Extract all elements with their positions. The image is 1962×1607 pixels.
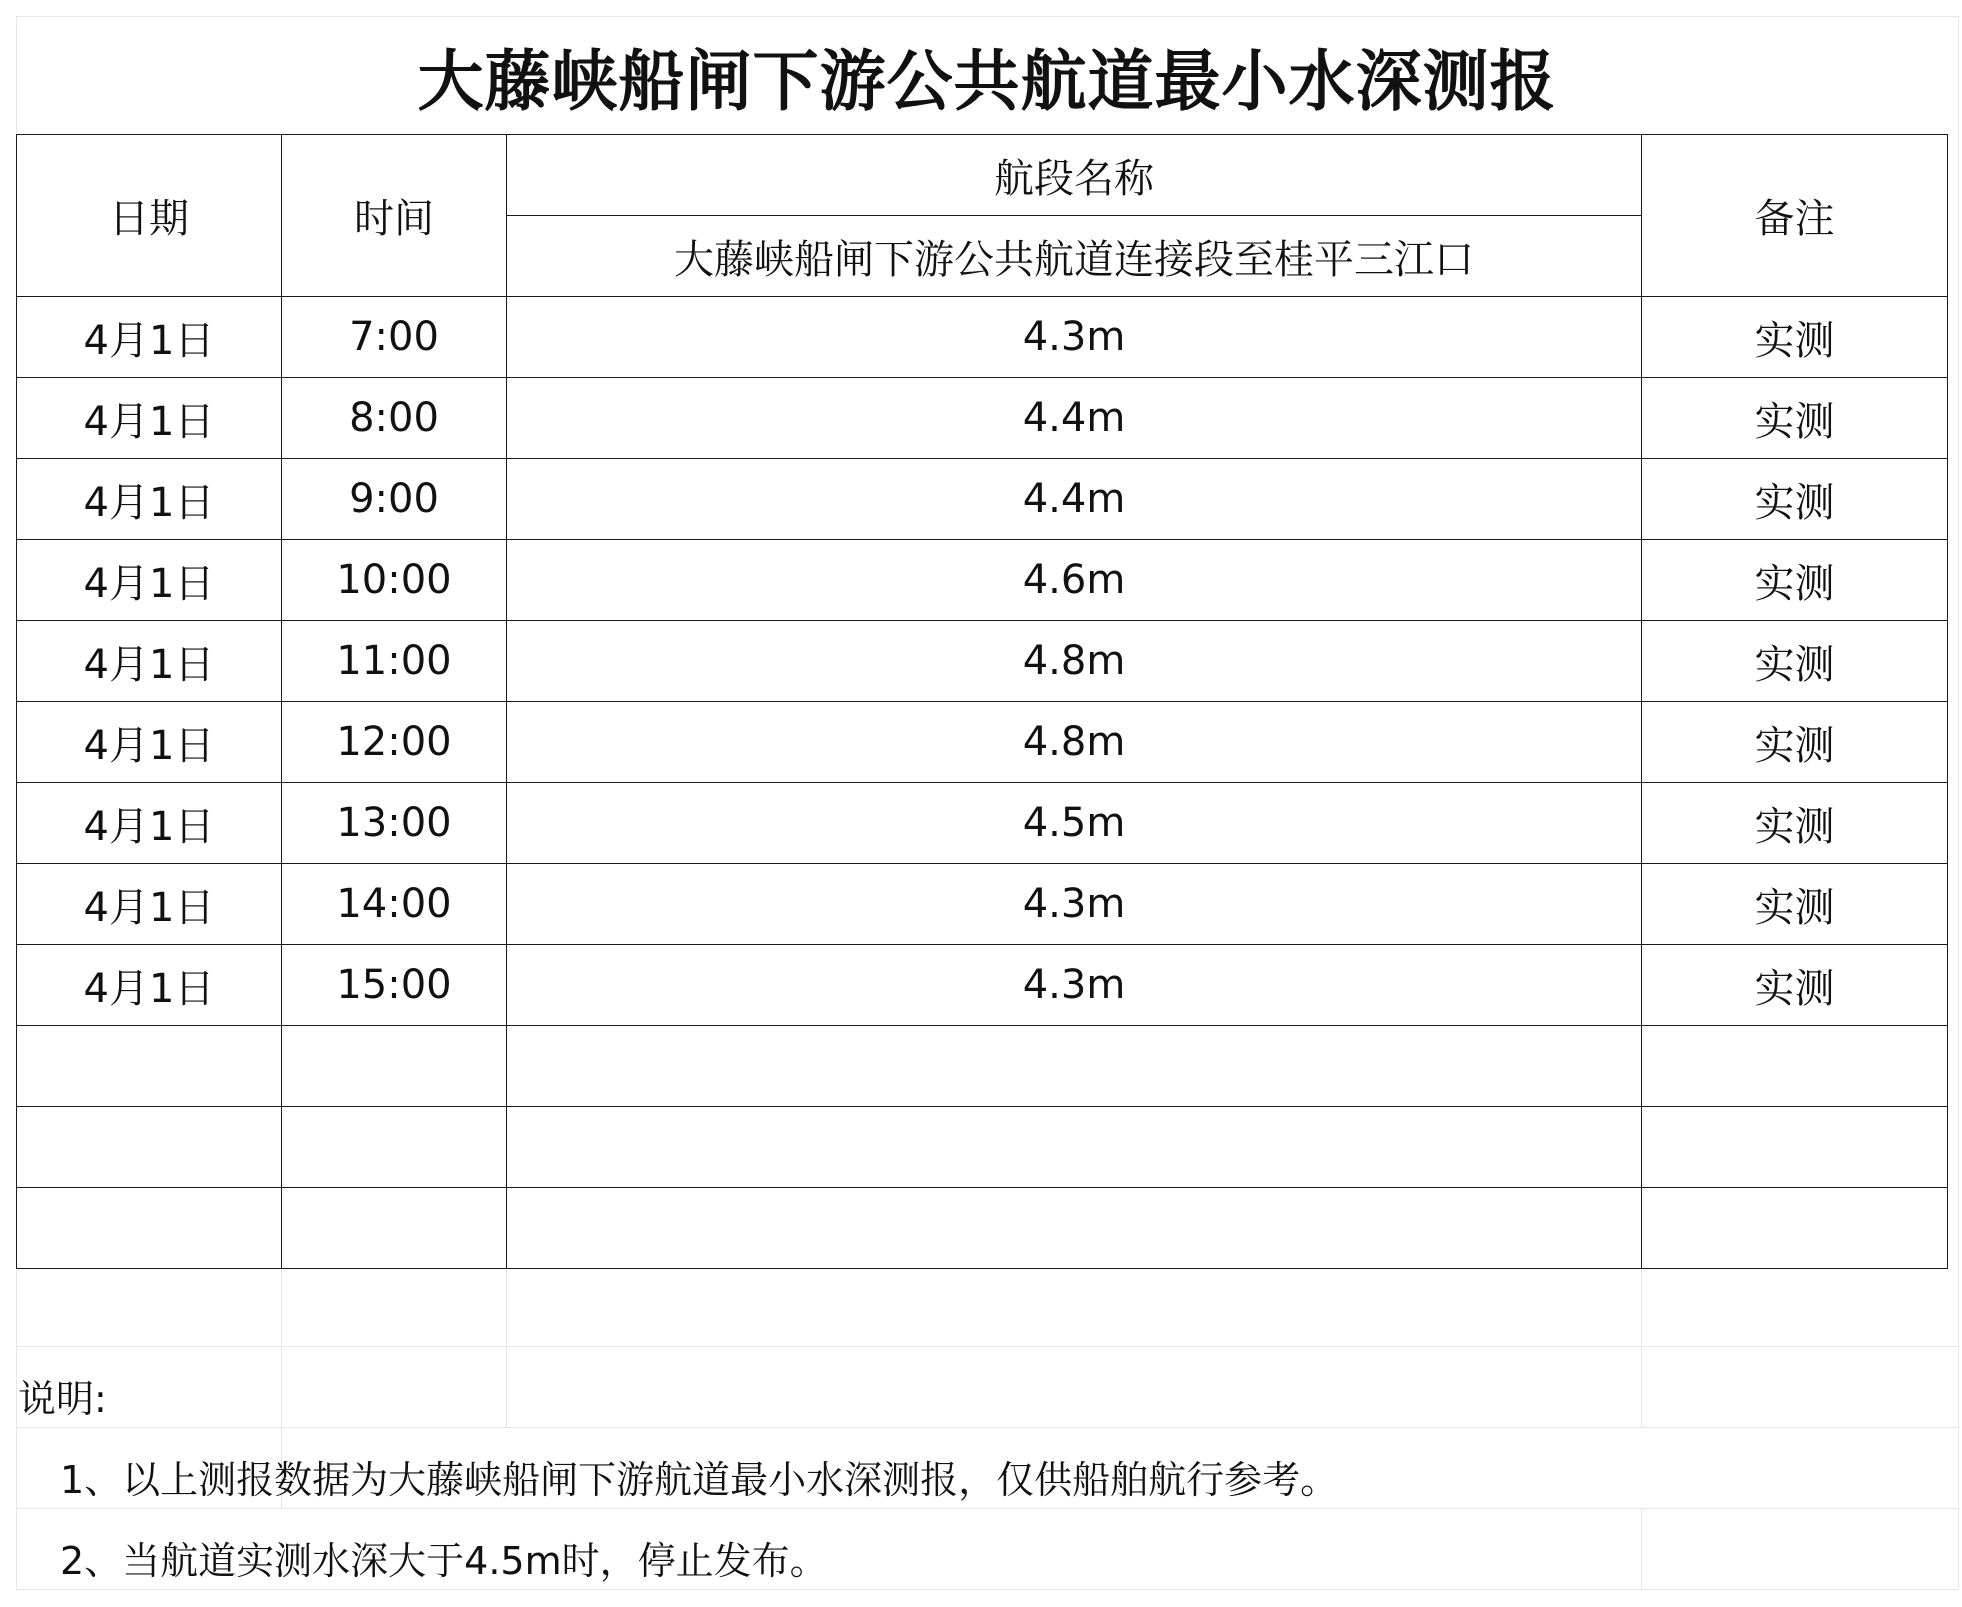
cell-depth [507,1026,1642,1107]
cell-time [282,1026,507,1107]
gridline [16,1508,1958,1509]
cell-depth: 4.4m [507,459,1642,540]
cell-time: 12:00 [282,702,507,783]
cell-date [17,1188,282,1269]
cell-date: 4月1日 [17,459,282,540]
gridline [16,1427,1958,1428]
cell-remark: 实测 [1642,378,1948,459]
table-row [17,1026,1948,1107]
table-row [17,945,1948,1026]
cell-date: 4月1日 [17,297,282,378]
cell-date: 4月1日 [17,945,282,1026]
note-item: 1、以上测报数据为大藤峡船闸下游航道最小水深测报，仅供船舶航行参考。 [60,1458,1339,1502]
table-row [17,540,1948,621]
cell-time: 9:00 [282,459,507,540]
cell-time: 13:00 [282,783,507,864]
cell-date: 4月1日 [17,783,282,864]
cell-depth: 4.8m [507,702,1642,783]
table-row [17,378,1948,459]
table-row [17,297,1948,378]
table-row [17,864,1948,945]
cell-time [282,1188,507,1269]
cell-remark: 实测 [1642,783,1948,864]
cell-date: 4月1日 [17,621,282,702]
table-row [17,1107,1948,1188]
cell-depth: 4.5m [507,783,1642,864]
cell-time: 14:00 [282,864,507,945]
header-segment-group: 航段名称 [507,135,1642,216]
cell-remark [1642,1188,1948,1269]
cell-depth: 4.4m [507,378,1642,459]
cell-time [282,1107,507,1188]
cell-time: 8:00 [282,378,507,459]
depth-report-table [16,134,1948,1269]
cell-remark: 实测 [1642,540,1948,621]
cell-remark: 实测 [1642,864,1948,945]
cell-depth [507,1107,1642,1188]
note-item: 2、当航道实测水深大于4.5m时，停止发布。 [60,1539,828,1583]
cell-depth: 4.6m [507,540,1642,621]
cell-remark [1642,1026,1948,1107]
cell-depth: 4.8m [507,621,1642,702]
gridline [16,1589,1958,1590]
cell-date: 4月1日 [17,540,282,621]
cell-date [17,1026,282,1107]
table-row [17,621,1948,702]
table-row [17,783,1948,864]
gridline [1641,1265,1642,1427]
cell-depth: 4.3m [507,297,1642,378]
header-time: 时间 [282,135,507,297]
cell-time: 11:00 [282,621,507,702]
cell-time: 7:00 [282,297,507,378]
header-segment: 大藤峡船闸下游公共航道连接段至桂平三江口 [507,216,1642,297]
cell-remark: 实测 [1642,621,1948,702]
gridline [1958,16,1959,1589]
header-remark: 备注 [1642,135,1948,297]
cell-date: 4月1日 [17,864,282,945]
table-row [17,459,1948,540]
cell-time: 10:00 [282,540,507,621]
cell-depth: 4.3m [507,945,1642,1026]
cell-remark [1642,1107,1948,1188]
cell-remark: 实测 [1642,945,1948,1026]
header-date: 日期 [17,135,282,297]
gridline [1641,1508,1642,1589]
cell-depth [507,1188,1642,1269]
cell-date: 4月1日 [17,378,282,459]
cell-date: 4月1日 [17,702,282,783]
cell-time: 15:00 [282,945,507,1026]
notes-heading: 说明: [18,1377,107,1421]
cell-remark: 实测 [1642,297,1948,378]
table-row [17,1188,1948,1269]
cell-date [17,1107,282,1188]
cell-depth: 4.3m [507,864,1642,945]
cell-remark: 实测 [1642,459,1948,540]
gridline [16,1346,1958,1347]
cell-remark: 实测 [1642,702,1948,783]
gridline [506,1265,507,1427]
page-title: 大藤峡船闸下游公共航道最小水深测报 [417,42,1557,120]
table-row [17,702,1948,783]
